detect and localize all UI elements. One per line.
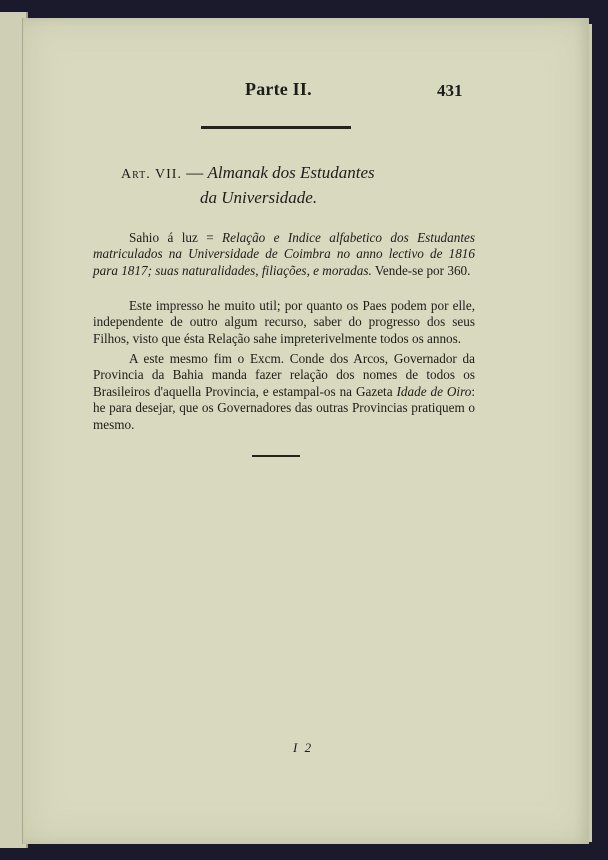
closing-rule (252, 455, 300, 457)
printer-signature: I 2 (293, 740, 314, 755)
article-heading-line1 (121, 160, 375, 187)
paragraph-3-text-after: : he para desejar, que os Governadores das outras Provincias pratiquem o mesmo. (93, 383, 475, 432)
page-number: 431 (437, 81, 463, 100)
paragraph-1-lead: Sahio á luz = (129, 230, 223, 245)
paragraph-3 (93, 351, 475, 433)
paragraph-1-italic-title: Relação e Indice alfabetico dos Estudantes matriculados na Universidade de Coimbra no anno lectivo de 1816 para 1817; suas naturalidades, filiações, e moradas. (93, 230, 475, 278)
article-title-line2: da Universidade. (200, 188, 318, 207)
running-title: Parte II. (245, 79, 312, 99)
header-rule (201, 126, 351, 129)
book-page (22, 18, 589, 844)
article-title-line1: Almanak dos Estudantes (207, 163, 375, 182)
paragraph-1-tail: Vende-se por 360. (371, 262, 471, 278)
paragraph-3-text-before: A este mesmo fim o Excm. Conde dos Arcos, Governador da Provincia da Bahia manda fazer relação dos nomes de todos os Brasileiros d'aquella Provincia, e estampal-os na Gazeta (93, 351, 475, 399)
paragraph-3-italic-title: Idade de Oiro (396, 383, 472, 399)
paragraph-2: Este impresso he muito util; por quanto os Paes podem por elle, independente de outro algum recurso, saber do progresso dos seus Filhos, visto que ésta Relação sahe impreterivelmente todos os annos. (93, 298, 475, 346)
article-label: Art. VII. (121, 167, 182, 182)
paragraph-1 (93, 230, 475, 279)
article-dash: — (181, 163, 208, 182)
